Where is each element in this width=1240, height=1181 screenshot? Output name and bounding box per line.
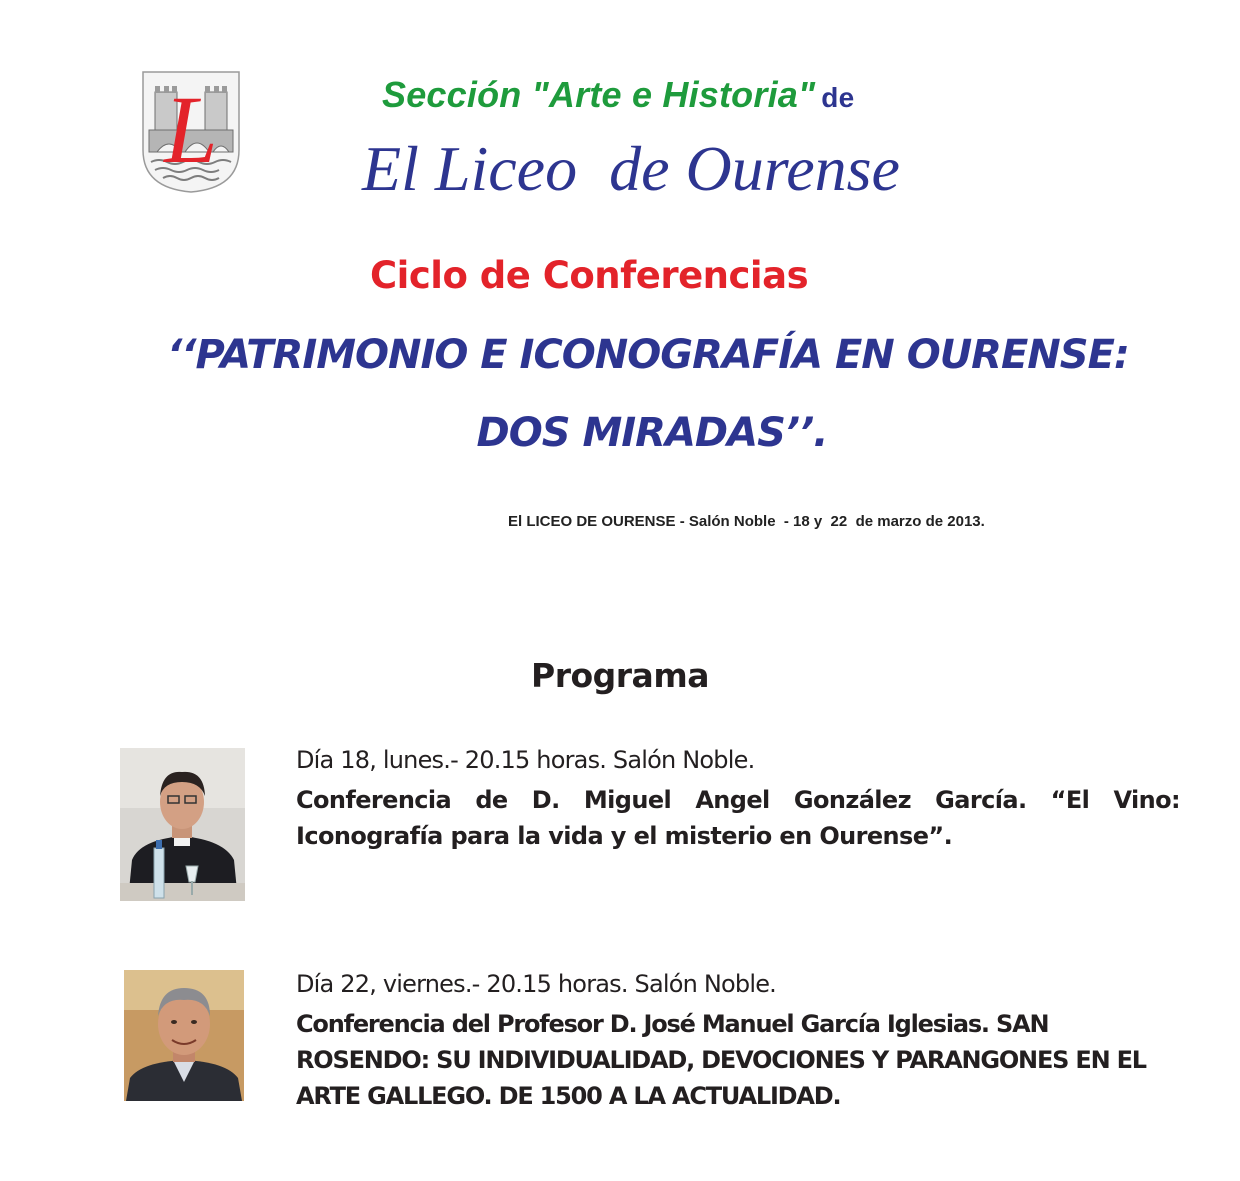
- program-heading: Programa: [531, 656, 709, 695]
- cycle-title: Ciclo de Conferencias: [370, 254, 809, 297]
- theme-title-line-2: DOS MIRADAS’’.: [476, 410, 828, 456]
- conference-2-description: Conferencia del Profesor D. José Manuel García Iglesias. SAN ROSENDO: SU INDIVIDUALIDAD, DEVOCIONES Y PARANGONES EN EL ARTE GALLEGO. DE 1500 A LA ACTUALIDAD.: [296, 1010, 1146, 1110]
- speaker-1-photo: [120, 748, 245, 901]
- section-title-text: Sección "Arte e Historia": [382, 74, 816, 115]
- theme-title-line-1: ‘‘PATRIMONIO E ICONOGRAFÍA EN OURENSE:: [167, 332, 1129, 378]
- section-title: [382, 74, 854, 116]
- organization-name: El Liceo de Ourense: [362, 133, 900, 204]
- section-title-suffix: de: [821, 82, 855, 113]
- speaker-2-photo: [124, 970, 244, 1101]
- conference-1-date: Día 18, lunes.- 20.15 horas. Salón Noble.: [296, 746, 755, 774]
- svg-text:L: L: [164, 76, 218, 183]
- conference-2-date: Día 22, viernes.- 20.15 horas. Salón Noble.: [296, 970, 776, 998]
- conference-1-description: Conferencia de D. Miguel Angel González García. “El Vino: Iconografía para la vida y el misterio en Ourense”.: [296, 786, 1180, 850]
- liceo-shield-logo-icon: [141, 70, 241, 194]
- venue-date-line: El LICEO DE OURENSE - Salón Noble - 18 y 22 de marzo de 2013.: [508, 513, 985, 530]
